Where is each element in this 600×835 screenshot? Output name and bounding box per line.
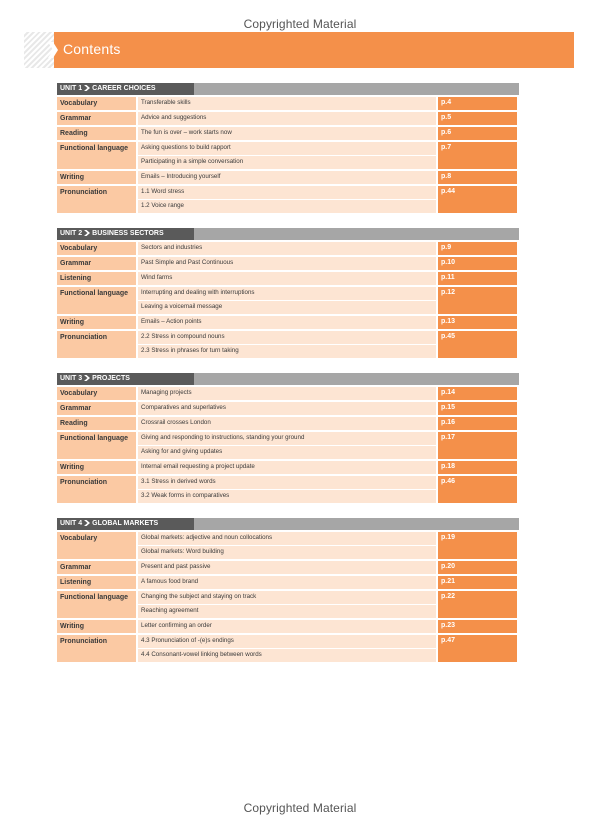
table-row <box>57 97 519 110</box>
chevron-right-icon <box>48 42 58 58</box>
topic-cell <box>138 127 436 140</box>
page-number: p.6 <box>438 127 517 140</box>
table-row <box>57 432 519 459</box>
unit-label <box>57 373 194 385</box>
topic-text: 1.1 Word stress <box>141 188 185 195</box>
table-row <box>57 476 519 503</box>
table-row <box>57 387 519 400</box>
topic-text: 3.1 Stress in derived words <box>141 478 216 485</box>
topic-cell <box>138 186 436 213</box>
topic-text: Internal email requesting a project update <box>141 463 255 470</box>
table-row <box>57 591 519 618</box>
topic-text: Asking questions to build rapport <box>141 144 231 151</box>
topic-text: Wind farms <box>141 274 173 281</box>
topic-text: 3.2 Weak forms in comparatives <box>138 489 436 503</box>
category-label: Pronunciation <box>57 635 136 662</box>
category-label: Writing <box>57 316 136 329</box>
topic-text: Letter confirming an order <box>141 622 212 629</box>
topic-cell <box>138 171 436 184</box>
table-row <box>57 127 519 140</box>
topic-text: Participating in a simple conversation <box>138 155 436 169</box>
table-row <box>57 257 519 270</box>
unit-section <box>57 373 519 505</box>
topic-cell <box>138 387 436 400</box>
page-number: p.18 <box>438 461 517 474</box>
category-label: Reading <box>57 417 136 430</box>
page-number: p.8 <box>438 171 517 184</box>
topic-text: Global markets: adjective and noun collocations <box>141 534 273 541</box>
category-label: Writing <box>57 461 136 474</box>
category-label: Vocabulary <box>57 242 136 255</box>
page-number: p.13 <box>438 316 517 329</box>
unit-header-bar <box>194 83 519 95</box>
topic-cell <box>138 417 436 430</box>
topic-text: 4.3 Pronunciation of -(e)s endings <box>141 637 234 644</box>
table-row <box>57 402 519 415</box>
unit-section <box>57 518 519 664</box>
page-number: p.11 <box>438 272 517 285</box>
topic-cell <box>138 591 436 618</box>
unit-title: GLOBAL MARKETS <box>92 520 159 527</box>
contents-banner <box>24 32 574 68</box>
unit-number: UNIT 1 <box>60 85 83 92</box>
topic-cell <box>138 432 436 459</box>
table-row <box>57 561 519 574</box>
chevron-right-icon <box>84 375 90 381</box>
category-label: Listening <box>57 576 136 589</box>
category-label: Pronunciation <box>57 186 136 213</box>
table-row <box>57 331 519 358</box>
table-row <box>57 242 519 255</box>
category-label: Pronunciation <box>57 331 136 358</box>
watermark-top: Copyrighted Material <box>243 17 357 31</box>
page-number: p.22 <box>438 591 517 618</box>
page-number: p.16 <box>438 417 517 430</box>
page-number: p.20 <box>438 561 517 574</box>
table-row <box>57 112 519 125</box>
topic-text: Advice and suggestions <box>141 114 207 121</box>
page-number: p.45 <box>438 331 517 358</box>
topic-cell <box>138 402 436 415</box>
topic-cell <box>138 316 436 329</box>
topic-text: Changing the subject and staying on track <box>141 593 257 600</box>
page-number: p.19 <box>438 532 517 559</box>
page-number: p.7 <box>438 142 517 169</box>
topic-text: A famous food brand <box>141 578 199 585</box>
topic-text: The fun is over – work starts now <box>141 129 232 136</box>
category-label: Grammar <box>57 257 136 270</box>
category-label: Grammar <box>57 112 136 125</box>
topic-text: Leaving a voicemail message <box>138 300 436 314</box>
page-number: p.46 <box>438 476 517 503</box>
table-row <box>57 417 519 430</box>
table-row <box>57 186 519 213</box>
page-title: Contents <box>63 41 121 57</box>
topic-text: Emails – Introducing yourself <box>141 173 221 180</box>
unit-header-bar <box>194 518 519 530</box>
topic-text: Global markets: Word building <box>138 545 436 559</box>
table-row <box>57 171 519 184</box>
topic-text: 2.2 Stress in compound nouns <box>141 333 225 340</box>
category-label: Writing <box>57 620 136 633</box>
table-row <box>57 532 519 559</box>
page-number: p.9 <box>438 242 517 255</box>
page-number: p.15 <box>438 402 517 415</box>
unit-header <box>57 518 519 530</box>
topic-cell <box>138 576 436 589</box>
topic-cell <box>138 635 436 662</box>
page-number: p.12 <box>438 287 517 314</box>
table-row <box>57 287 519 314</box>
page-number: p.5 <box>438 112 517 125</box>
table-row <box>57 142 519 169</box>
unit-title: PROJECTS <box>92 375 130 382</box>
topic-text: Asking for and giving updates <box>138 445 436 459</box>
topic-text: Past Simple and Past Continuous <box>141 259 234 266</box>
chevron-right-icon <box>84 230 90 236</box>
topic-cell <box>138 461 436 474</box>
category-label: Pronunciation <box>57 476 136 503</box>
category-label: Reading <box>57 127 136 140</box>
unit-header-bar <box>194 228 519 240</box>
topic-cell <box>138 142 436 169</box>
unit-header <box>57 373 519 385</box>
page-number: p.44 <box>438 186 517 213</box>
watermark-bottom: Copyrighted Material <box>243 801 357 815</box>
topic-text: Managing projects <box>141 389 192 396</box>
category-label: Functional language <box>57 287 136 314</box>
table-row <box>57 576 519 589</box>
page-number: p.23 <box>438 620 517 633</box>
category-label: Listening <box>57 272 136 285</box>
topic-cell <box>138 620 436 633</box>
category-label: Vocabulary <box>57 532 136 559</box>
unit-section <box>57 83 519 215</box>
topic-text: Interrupting and dealing with interruptions <box>141 289 255 296</box>
topic-text: Reaching agreement <box>138 604 436 618</box>
unit-title: BUSINESS SECTORS <box>92 230 164 237</box>
unit-header-bar <box>194 373 519 385</box>
topic-text: Sectors and industries <box>141 244 203 251</box>
topic-text: Crossrail crosses London <box>141 419 211 426</box>
topic-cell <box>138 287 436 314</box>
topic-text: Comparatives and superlatives <box>141 404 226 411</box>
page-number: p.10 <box>438 257 517 270</box>
unit-number: UNIT 2 <box>60 230 83 237</box>
topic-cell <box>138 257 436 270</box>
topic-text: Transferable skills <box>141 99 191 106</box>
topic-text: Present and past passive <box>141 563 211 570</box>
chevron-right-icon <box>84 85 90 91</box>
table-row <box>57 316 519 329</box>
category-label: Functional language <box>57 432 136 459</box>
unit-label <box>57 83 194 95</box>
table-row <box>57 635 519 662</box>
category-label: Grammar <box>57 402 136 415</box>
topic-cell <box>138 97 436 110</box>
unit-number: UNIT 3 <box>60 375 83 382</box>
page-number: p.21 <box>438 576 517 589</box>
topic-cell <box>138 331 436 358</box>
category-label: Vocabulary <box>57 387 136 400</box>
page-number: p.4 <box>438 97 517 110</box>
topic-text: 4.4 Consonant-vowel linking between words <box>138 648 436 662</box>
topic-text: 1.2 Voice range <box>138 199 436 213</box>
table-row <box>57 620 519 633</box>
category-label: Grammar <box>57 561 136 574</box>
unit-title: CAREER CHOICES <box>92 85 156 92</box>
topic-text: 2.3 Stress in phrases for turn taking <box>138 344 436 358</box>
topic-text: Emails – Action points <box>141 318 202 325</box>
unit-label <box>57 228 194 240</box>
category-label: Functional language <box>57 142 136 169</box>
category-label: Functional language <box>57 591 136 618</box>
topic-cell <box>138 561 436 574</box>
topic-cell <box>138 112 436 125</box>
unit-header <box>57 83 519 95</box>
topic-cell <box>138 476 436 503</box>
unit-label <box>57 518 194 530</box>
unit-section <box>57 228 519 360</box>
page-number: p.17 <box>438 432 517 459</box>
topic-cell <box>138 532 436 559</box>
page-number: p.47 <box>438 635 517 662</box>
topic-cell <box>138 242 436 255</box>
unit-header <box>57 228 519 240</box>
category-label: Vocabulary <box>57 97 136 110</box>
table-row <box>57 461 519 474</box>
page-number: p.14 <box>438 387 517 400</box>
table-row <box>57 272 519 285</box>
topic-cell <box>138 272 436 285</box>
chevron-right-icon <box>84 520 90 526</box>
unit-number: UNIT 4 <box>60 520 83 527</box>
category-label: Writing <box>57 171 136 184</box>
topic-text: Giving and responding to instructions, standing your ground <box>141 434 305 441</box>
